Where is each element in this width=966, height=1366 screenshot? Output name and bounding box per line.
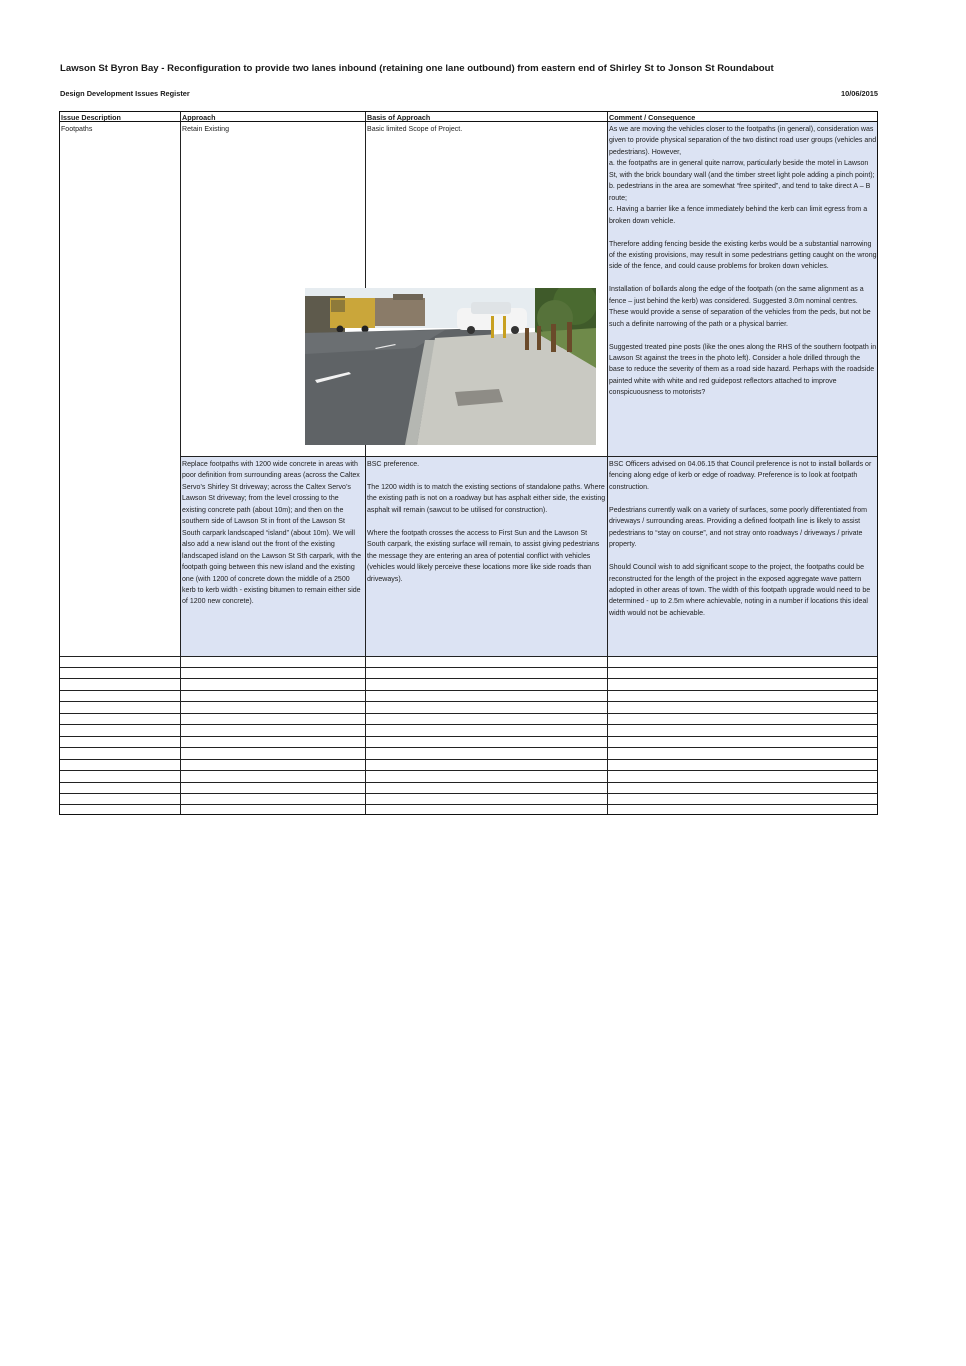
comment-paragraph: As we are moving the vehicles closer to the footpaths (in general), consideration was given to provide physical separation of the two distinct road user groups (vehicles and pedestrians). However, xyxy=(609,126,877,156)
document-date: 10/06/2015 xyxy=(841,89,878,98)
comment-paragraph: Pedestrians currently walk on a variety of surfaces, some poorly differentiated from driveways / surrounding areas. Providing a defined footpath line is likely to assist pedestrians to “stay on course”, and not stray onto roadways / driveways / private property. xyxy=(609,506,867,549)
row-divider xyxy=(60,690,877,691)
comment-paragraph: Suggested treated pine posts (like the ones along the RHS of the southern footpath in Lawson St against the trees in the photo left). Consider a hole drilled through the base to reduce the severity of them as a road side hazard. Perhaps with the roadside painted white with white and red guidepost reflectors attached to improve conspicuousness to motorists? xyxy=(609,343,877,397)
comment-paragraph: b. pedestrians in the area are somewhat “free spirited”, and tend to take direct A – B route; xyxy=(609,183,871,202)
row-divider xyxy=(60,656,877,657)
comment-paragraph: Therefore adding fencing beside the existing kerbs would be a substantial narrowing of the existing provisions, may result in some pedestrians getting caught on the wrong side of the fence, and could cause problems for broken down vehicles. xyxy=(609,240,877,271)
issue-cell: Footpaths xyxy=(61,126,93,133)
comment-paragraph: Should Council wish to add significant scope to the project, the footpaths could be reconstructed for the length of the project in the exposed aggregate wave pattern adopted in other areas of town. The width of this footpath upgrade would need to be determined - up to 2.5m where achievable, noting in a number if locations this ideal width would not be achievable. xyxy=(609,564,871,617)
basis-paragraph: Where the footpath crosses the access to First Sun and the Lawson St South carpark, the existing surface will remain, to assist giving pedestrians the message they are entering an area of potential conflict with vehicles (vehicles would likely perceive these locations more like side roads than driveways). xyxy=(367,529,600,583)
document-subtitle: Design Development Issues Register xyxy=(60,89,190,98)
row-divider xyxy=(60,747,877,748)
basis-paragraph: BSC preference. xyxy=(367,461,420,468)
comment-paragraph: Installation of bollards along the edge of the footpath (on the same alignment as a fence – just behind the kerb) was considered. Suggested 3.0m nominal centres. These would provide a sense of separation of the vehicles from the peds, but not be such a definite narrowing of the path or a physical barrier. xyxy=(609,286,871,328)
row-divider xyxy=(60,724,877,725)
row-divider xyxy=(60,804,877,805)
column-header-basis: Basis of Approach xyxy=(367,113,431,122)
basis-cell: Basic limited Scope of Project. xyxy=(367,126,463,133)
column-header-comment: Comment / Consequence xyxy=(609,113,696,122)
row-divider xyxy=(60,701,877,702)
row-divider xyxy=(60,667,877,668)
row-divider xyxy=(60,759,877,760)
issues-register-table xyxy=(59,111,878,815)
row-divider xyxy=(60,793,877,794)
comment-paragraph: a. the footpaths are in general quite narrow, particularly beside the motel in Lawson St, with the brick boundary wall (and the timber street light pole adding a pinch point); xyxy=(609,160,875,179)
approach-cell: Retain Existing xyxy=(182,126,230,133)
row-divider xyxy=(180,456,877,457)
basis-paragraph: The 1200 width is to match the existing sections of standalone paths. Where the existing path is not on a roadway but has asphalt either side, the existing asphalt will remain (sawcut to be utilised for construction). xyxy=(367,483,606,514)
comment-cell xyxy=(609,124,877,399)
row-divider xyxy=(60,782,877,783)
approach-cell: Replace footpaths with 1200 wide concrete in areas with poor definition from surrounding areas (across the Caltex Servo’s Shirley St driveway; across the Caltex Servo’s Lawson St driveway; from the level crossing to the existing concrete path (about 10m); and then on the southern side of Lawson St in front of the Lawson St South carpark landscaped “island” (about 10m). We will also add a new island out the front of the existing landscaped island on the Lawson St Sth carpark, with the footpath going between this new island and the existing one (with 1200 of concrete down the middle of a 2500 kerb to kerb width - existing bitumen to remain either side of 1200 new concrete). xyxy=(182,461,362,606)
row-divider xyxy=(60,678,877,679)
column-header-issue: Issue Description xyxy=(61,113,121,122)
comment-paragraph: BSC Officers advised on 04.06.15 that Council preference is not to install bollards or fencing along edge of kerb or edge of roadway. Preference is to look at footpath construction. xyxy=(609,461,872,491)
column-divider xyxy=(607,112,608,814)
row-divider xyxy=(60,770,877,771)
document-title: Lawson St Byron Bay - Reconfiguration to provide two lanes inbound (retaining one lane outbound) from eastern end of Shirley St to Jonson St Roundabout xyxy=(60,63,774,74)
row-divider xyxy=(60,736,877,737)
comment-paragraph: c. Having a barrier like a fence immediately behind the kerb can limit egress from a broken down vehicle. xyxy=(609,206,868,225)
column-header-approach: Approach xyxy=(182,113,216,122)
comment-cell xyxy=(609,459,877,619)
row-divider xyxy=(60,713,877,714)
basis-cell xyxy=(367,459,607,585)
street-photo xyxy=(305,288,596,445)
column-divider xyxy=(180,112,181,814)
column-divider xyxy=(365,112,366,814)
